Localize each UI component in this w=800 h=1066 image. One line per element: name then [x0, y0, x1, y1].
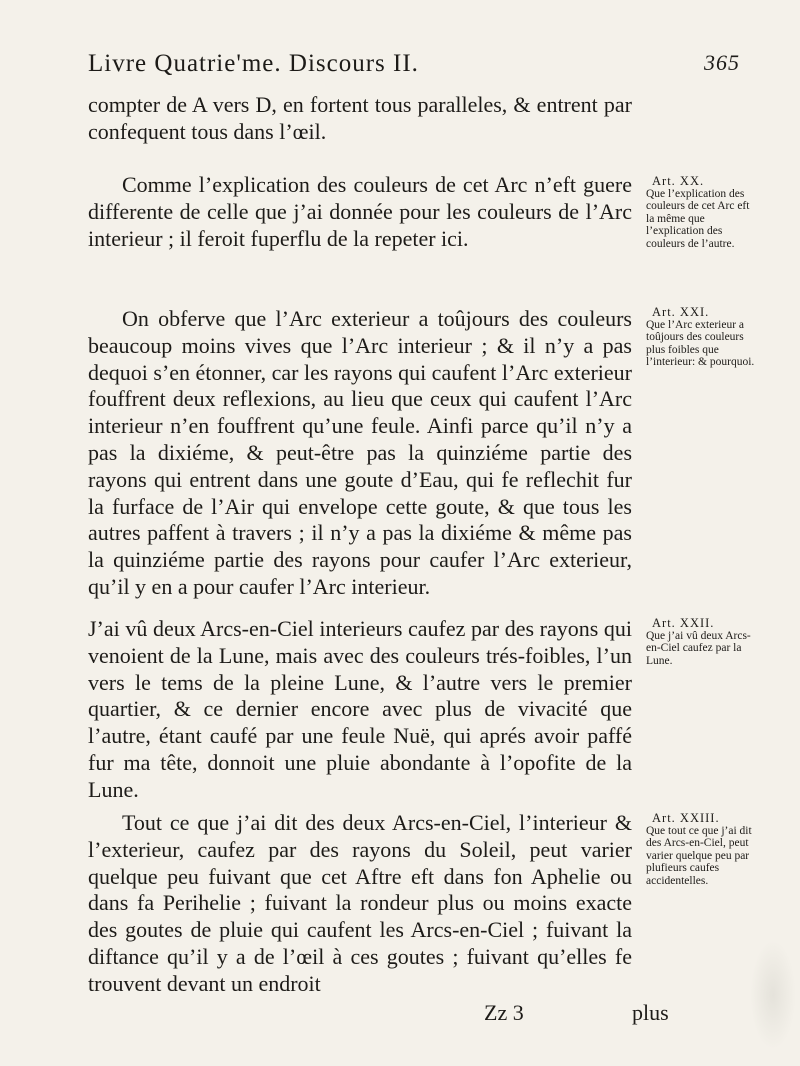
margin-note-text: Que l’explication des couleurs de cet Arc eft la même que l’explication des couleurs de l’autre. [646, 187, 750, 250]
margin-note-text: Que l’Arc exterieur a toûjours des couleurs plus foibles que l’interieur: & pourquoi. [646, 318, 755, 368]
margin-note-number: Art. XXIII. [652, 811, 720, 825]
paper-stain [750, 940, 796, 1050]
page-number: 365 [704, 50, 740, 75]
signature-mark: Zz 3 [484, 1000, 524, 1025]
paragraph-continuation: compter de A vers D, en fortent tous paralleles, & entrent par confequent tous dans l’œil. [88, 92, 632, 144]
margin-note-art-20 [646, 175, 758, 250]
margin-note-art-23 [646, 812, 758, 887]
margin-note-text: Que j’ai vû deux Arcs-en-Ciel caufez par la Lune. [646, 629, 751, 667]
margin-note-number: Art. XXII. [652, 616, 715, 630]
paragraph-art-23: Tout ce que j’ai dit des deux Arcs-en-Ciel, l’interieur & l’exterieur, caufez par des rayons du Soleil, peut varier quelque peu fuivant que cet Aftre eft dans fon Aphelie ou dans fa Perihelie ; fuivant la rondeur plus ou moins exacte des goutes de pluie qui caufent les Arcs-en-Ciel ; fuivant la diftance qu’il y a de l’œil à ces goutes ; fuivant qu’elles fe trouvent devant un endroit [88, 810, 632, 996]
paragraph-art-21: On obferve que l’Arc exterieur a toûjours des couleurs beaucoup moins vives que l’Arc interieur ; & il n’y a pas dequoi s’en étonner, car les rayons qui caufent l’Arc exterieur fouffrent deux reflexions, au lieu que ceux qui caufent l’Arc interieur n’en fouffrent qu’une feule. Ainfi parce qu’il n’y a pas la dixiéme, & peut-être pas la quinziéme partie des rayons qui entrent dans une goute d’Eau, qui fe reflechit fur la furface de l’Air qui envelope cette goute, & que tous les autres paffent à travers ; il n’y a pas la dixiéme & même pas la quinziéme partie des rayons pour caufer l’Arc exterieur, qu’il y en a pour caufer l’Arc interieur. [88, 306, 632, 599]
catchword: plus [632, 1000, 669, 1025]
margin-note-number: Art. XXI. [652, 305, 710, 319]
running-header [88, 50, 740, 90]
page-footer [88, 1000, 708, 1030]
paragraph-art-20: Comme l’explication des couleurs de cet Arc n’eft guere differente de celle que j’ai donnée pour les couleurs de l’Arc interieur ; il feroit fuperflu de la repeter ici. [88, 172, 632, 251]
margin-note-text: Que tout ce que j’ai dit des Arcs-en-Ciel, peut varier quelque peu par plufieurs caufes accidentelles. [646, 824, 752, 887]
margin-note-art-21 [646, 306, 758, 369]
paragraph-art-22: J’ai vû deux Arcs-en-Ciel interieurs caufez par des rayons qui venoient de la Lune, mais avec des couleurs trés-foibles, l’un vers le tems de la pleine Lune, & l’autre vers le premier quartier, & ce dernier encore avec plus de vivacité que l’autre, étant caufé par une feule Nuë, qui aprés avoir paffé fur ma tête, donnoit une pluie abondante à l’opofite de la Lune. [88, 616, 632, 802]
running-title: Livre Quatrie'me. Discours II. [88, 50, 419, 77]
margin-note-number: Art. XX. [652, 174, 705, 188]
margin-note-art-22 [646, 617, 758, 667]
